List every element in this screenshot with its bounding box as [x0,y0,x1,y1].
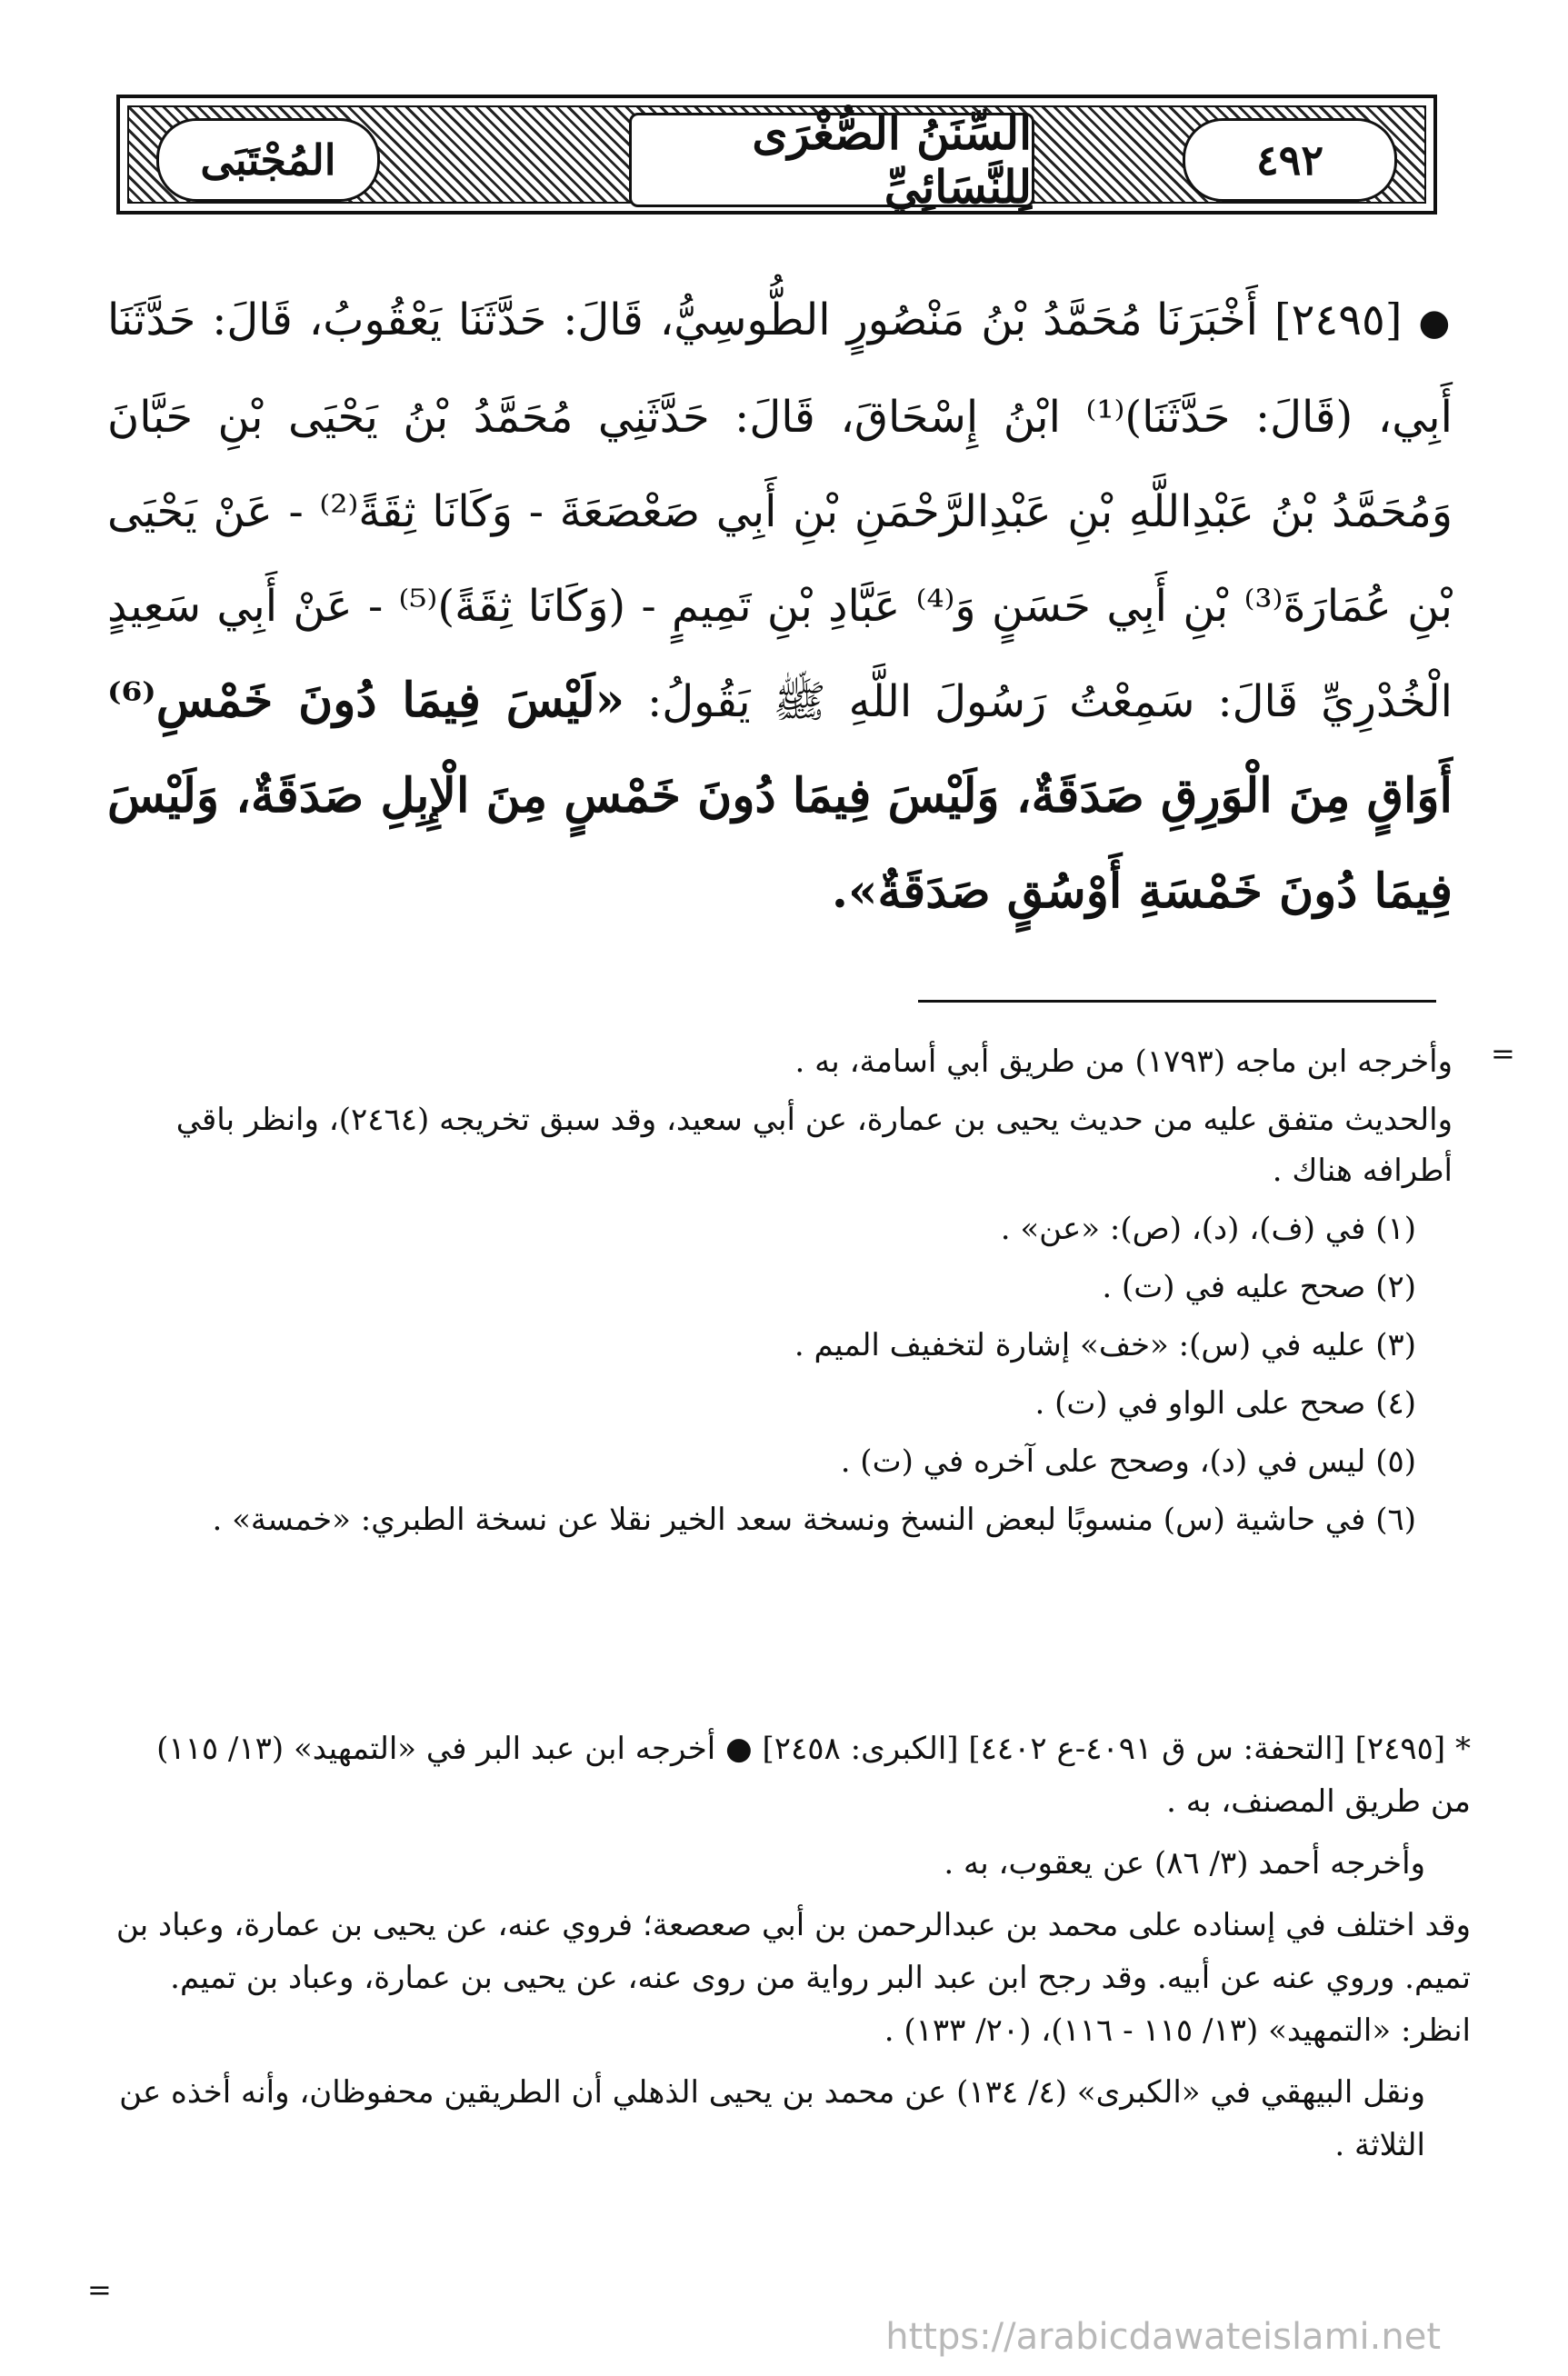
takhrij-head-text: [٢٤٩٥] [التحفة: س ق ٤٠٩١-ع ٤٤٠٢] [الكبرى: ٢٤٥٨] ● أخرجه ابن عبد البر في «التمهيد» (١٣/ ١١٥) من طريق المصنف، به . [156,1731,1471,1820]
continuation-mark-top: = [1491,1036,1515,1071]
hadith-chain: أَخْبَرَنَا مُحَمَّدُ بْنُ مَنْصُورٍ الطُّوسِيُّ، قَالَ: حَدَّثَنَا يَعْقُوبُ، قَالَ: حَدَّثَنَا أَبِي، (قَالَ: حَدَّثَنَا)⁽¹⁾ ابْنُ إِسْحَاقَ، قَالَ: حَدَّثَنِي مُحَمَّدُ بْنُ يَحْيَى بْنِ حَبَّانَ وَمُحَمَّدُ بْنُ عَبْدِاللَّهِ بْنِ عَبْدِالرَّحْمَنِ بْنِ أَبِي صَعْصَعَةَ - وَكَانَا ثِقَةً⁽²⁾ - عَنْ يَحْيَى بْنِ عُمَارَةَ⁽³⁾ بْنِ أَبِي حَسَنٍ وَ⁽⁴⁾ عَبَّادِ بْنِ تَمِيمٍ - (وَكَانَا ثِقَةً)⁽⁵⁾ - عَنْ أَبِي سَعِيدٍ الْخُدْرِيِّ قَالَ: سَمِعْتُ رَسُولَ اللَّهِ ﷺ يَقُولُ: [107,295,1453,727]
star-icon: * [1455,1731,1471,1767]
footnote-divider [918,1000,1436,1003]
footnote-line: (٢) صحح عليه في (ت) . [1102,1269,1416,1305]
hadith-matn: «لَيْسَ فِيمَا دُونَ خَمْسِ⁽⁶⁾ أَوَاقٍ مِنَ الْوَرِقِ صَدَقَةٌ، وَلَيْسَ فِيمَا دُونَ خَمْسٍ مِنَ الْإِبِلِ صَدَقَةٌ، وَلَيْسَ فِيمَا دُونَ خَمْسَةِ أَوْسُقٍ صَدَقَةٌ». [107,673,1453,919]
page-header [116,95,1437,215]
hadith-text [107,273,1453,940]
page-number-cartouche [1183,118,1397,202]
watermark-url: https://arabicdawateislami.net [885,2316,1441,2358]
book-title-cartouche [629,106,1034,214]
takhrij-line: وأخرجه أحمد (٣/ ٨٦) عن يعقوب، به . [944,1845,1425,1882]
footnote-line: (٣) عليه في (س): «خف» إشارة لتخفيف الميم . [794,1327,1416,1363]
footnotes [107,1036,1453,1552]
takhrij-head [107,1722,1471,1828]
takhrij-line: وقد اختلف في إسناده على محمد بن عبدالرحمن بن أبي صعصعة؛ فروي عنه، عن يحيى بن عمارة، وعباد بن تميم. وروي عنه عن أبيه. وقد رجح ابن عبد البر رواية من روى عنه، عن يحيى بن عمارة، وعباد بن تميم. انظر: «التمهيد» (١٣/ ١١٥ - ١١٦)، (٢٠/ ١٣٣) . [115,1907,1471,2049]
takhrij-line: ونقل البيهقي في «الكبرى» (٤/ ١٣٤) عن محمد بن يحيى الذهلي أن الطريقين محفوظان، وأنه أخذه عن الثلاثة . [119,2074,1425,2163]
footnote-line: (١) في (ف)، (د)، (ص): «عن» . [1000,1211,1416,1247]
footnote-line: وأخرجه ابن ماجه (١٧٩٣) من طريق أبي أسامة، به . [794,1043,1453,1080]
footnote-line: والحديث متفق عليه من حديث يحيى بن عمارة، عن أبي سعيد، وقد سبق تخريجه (٢٤٦٤)، وانظر باقي أطرافه هناك . [175,1102,1453,1189]
book-short-title: المُجْتَبَى [200,135,336,185]
footnote-line: (٥) ليس في (د)، وصحح على آخره في (ت) . [840,1443,1416,1480]
bullet-icon: ● [1418,302,1453,344]
footnote-line: (٦) في حاشية (س) منسوبًا لبعض النسخ ونسخة سعد الخير نقلا عن نسخة الطبري: «خمسة» . [212,1502,1416,1538]
book-title: السِّنَنُ الصُّغْرَى لِلنَّسَائِيِّ [752,106,1032,214]
continuation-mark-bottom: = [87,2272,112,2307]
page-number: ٤٩٢ [1255,135,1324,185]
book-short-title-cartouche [156,118,380,202]
footnote-line: (٤) صحح على الواو في (ت) . [1034,1385,1416,1422]
takhrij-notes [107,1722,1471,2181]
hadith-number: [٢٤٩٥] [1273,295,1403,345]
